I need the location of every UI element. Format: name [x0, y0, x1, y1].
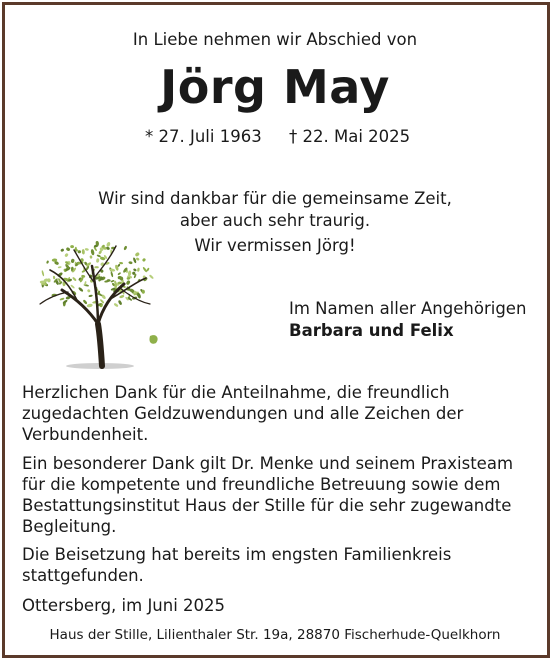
- leaf: [128, 261, 132, 264]
- leaf: [113, 303, 118, 308]
- leaf: [58, 266, 62, 268]
- leaf: [94, 266, 98, 268]
- family-names: Barbara und Felix: [289, 321, 454, 340]
- leaf: [135, 252, 141, 257]
- leaf: [118, 300, 123, 306]
- verse-line: Wir vermissen Jörg!: [194, 236, 356, 255]
- special-thanks-paragraph: Ein besonderer Dank gilt Dr. Menke und seinem Praxisteam für die kompetente und freundliche Betreuung sowie dem Bestattungsinstitut Haus der Stille für die sehr zugewandte Begleitung.: [22, 454, 514, 536]
- death-date: † 22. Mai 2025: [289, 127, 411, 146]
- leaf: [72, 277, 77, 282]
- leaf: [70, 258, 74, 263]
- leaf: [70, 284, 75, 289]
- leaf: [133, 268, 137, 272]
- leaf: [59, 297, 64, 300]
- verse-line: Wir sind dankbar für die gemeinsame Zeit,: [98, 189, 452, 208]
- leaf: [70, 245, 74, 248]
- family-block: [289, 298, 526, 342]
- leaf: [85, 248, 89, 251]
- falling-leaf-icon: [149, 335, 157, 344]
- family-intro: Im Namen aller Angehörigen: [289, 299, 527, 318]
- leaf: [114, 283, 117, 289]
- leaf: [137, 267, 140, 272]
- leaf: [82, 299, 87, 305]
- leaf: [78, 250, 82, 253]
- leaf: [64, 253, 69, 258]
- verse-line: aber auch sehr traurig.: [179, 211, 371, 230]
- place-date: Ottersberg, im Juni 2025: [22, 596, 226, 615]
- leaf: [41, 270, 44, 276]
- leaf: [100, 299, 105, 304]
- leaf: [110, 280, 114, 283]
- intro-text: In Liebe nehmen wir Abschied von: [132, 30, 418, 49]
- deceased-name: Jörg May: [160, 60, 390, 114]
- leaf: [123, 245, 127, 250]
- leaf: [136, 257, 140, 261]
- thanks-paragraph: Herzlichen Dank für die Anteilnahme, die freundlich zugedachten Geldzuwendungen und alle Zeichen der Verbundenheit.: [22, 383, 464, 444]
- leaf: [87, 289, 91, 293]
- leaf: [46, 260, 49, 264]
- funeral-home-footer: Haus der Stille, Lilienthaler Str. 19a, 28870 Fischerhude-Quelkhorn: [49, 627, 501, 643]
- leaf: [96, 254, 101, 257]
- leaf: [126, 280, 131, 286]
- birth-date: * 27. Juli 1963: [145, 127, 262, 146]
- leaf: [117, 272, 121, 276]
- leaf: [149, 274, 154, 279]
- leaf: [60, 248, 64, 252]
- leaf: [119, 295, 125, 299]
- leaf: [142, 258, 147, 263]
- leaf: [106, 241, 111, 247]
- leaf: [86, 303, 93, 308]
- tree-icon: [32, 232, 162, 372]
- leaf: [53, 276, 56, 280]
- leaf: [66, 247, 71, 252]
- leaf: [110, 271, 113, 277]
- leaf: [88, 294, 93, 297]
- leaf: [90, 249, 95, 256]
- leaf: [89, 255, 92, 259]
- leaf: [96, 258, 100, 263]
- burial-paragraph: Die Beisetzung hat bereits im engsten Familienkreis stattgefunden.: [22, 545, 452, 585]
- leaf: [133, 257, 137, 263]
- leaf: [128, 270, 132, 276]
- leaf: [78, 287, 84, 293]
- leaf: [82, 249, 85, 255]
